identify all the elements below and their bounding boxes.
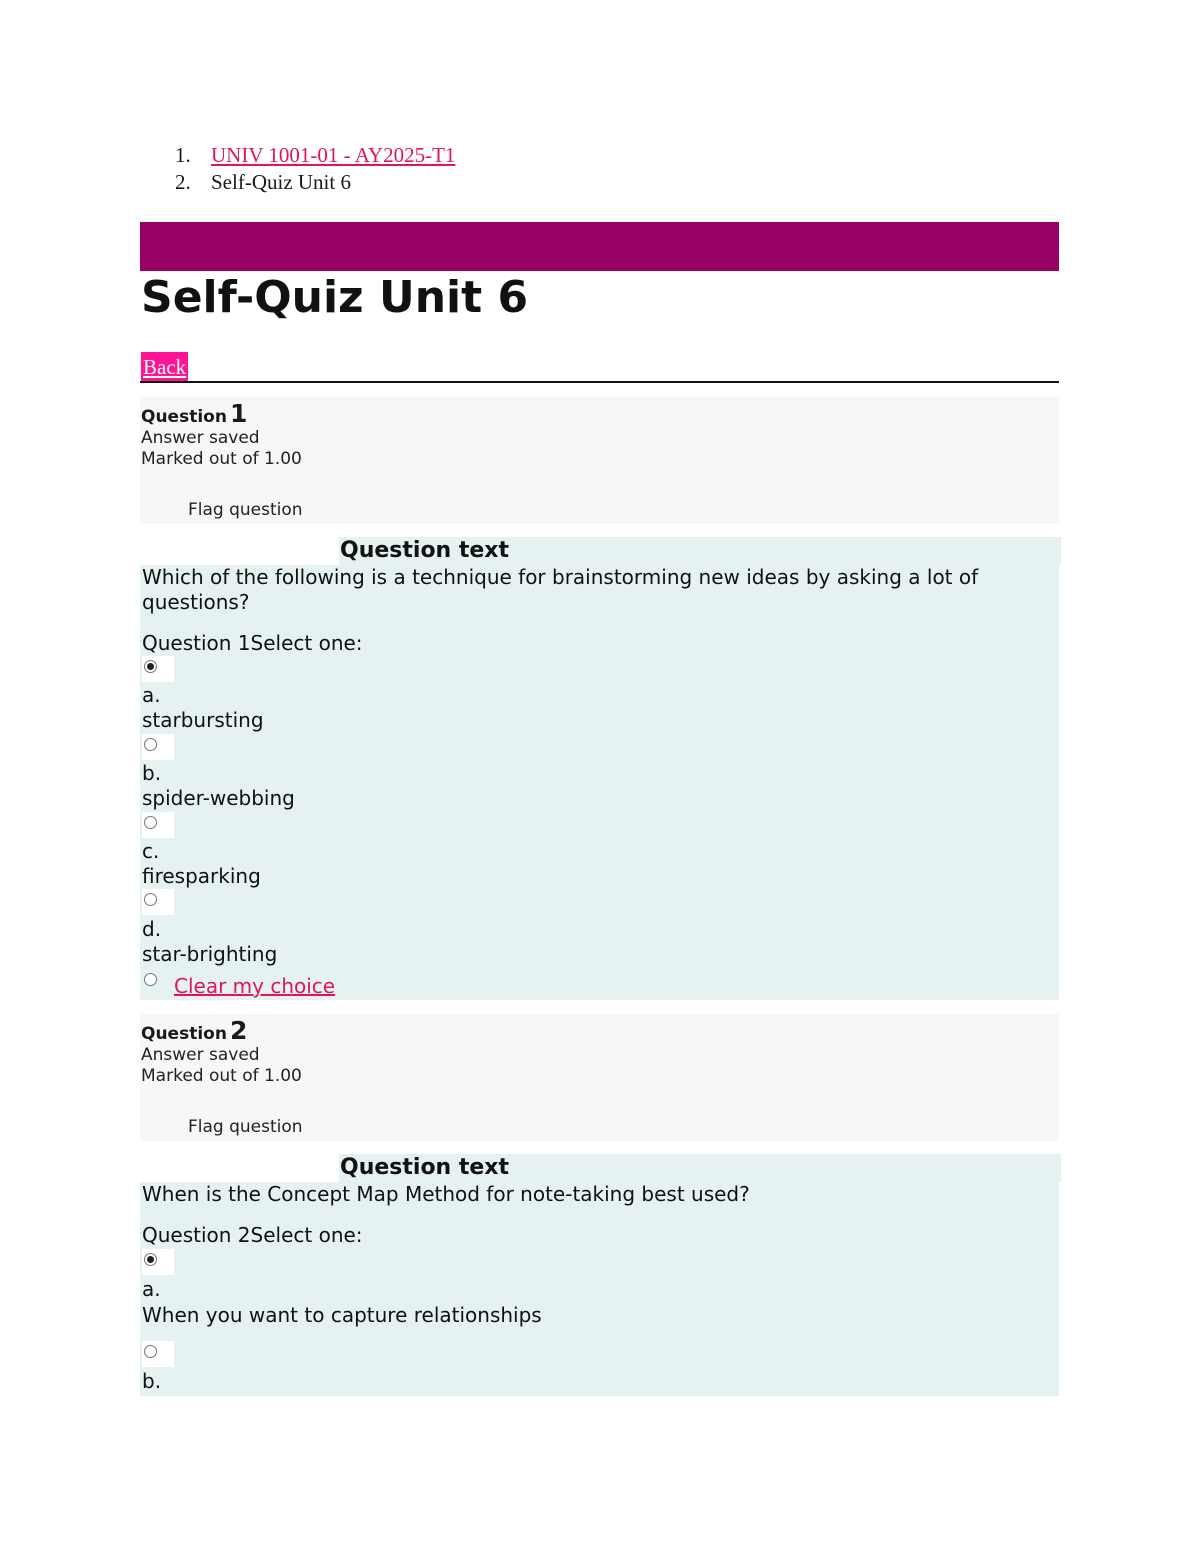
flag-question-button[interactable]: Flag question [188, 500, 303, 520]
option-label[interactable]: firesparking [142, 864, 261, 888]
question-number-value: 1 [229, 399, 248, 428]
question-state: Answer saved [141, 428, 260, 448]
question-text: When is the Concept Map Method for note-taking best used? [142, 1182, 750, 1206]
question-state: Answer saved [141, 1045, 260, 1065]
option-label[interactable]: star-brighting [142, 942, 278, 966]
question-label: Question [141, 407, 227, 427]
radio-checked-icon [144, 660, 157, 673]
option-letter: a. [142, 683, 161, 707]
question-grade: Marked out of 1.00 [141, 1066, 302, 1086]
breadcrumb-number: 1. [175, 143, 191, 167]
back-button[interactable]: Back [141, 352, 188, 382]
breadcrumb-number: 2. [175, 170, 191, 194]
select-one-prompt: Question 2Select one: [142, 1223, 363, 1247]
question-text: Which of the following is a technique for brainstorming new ideas by asking a lot of questions? [142, 565, 979, 614]
question-number-value: 2 [229, 1016, 248, 1045]
option-radio-d[interactable] [142, 889, 174, 915]
question-text-heading [339, 537, 1061, 565]
breadcrumb-current: Self-Quiz Unit 6 [211, 170, 351, 194]
question-text-heading [339, 1154, 1061, 1182]
breadcrumb-item-quiz [175, 169, 455, 196]
question-content [140, 565, 1059, 1000]
option-letter: b. [142, 1369, 162, 1393]
question-number [141, 399, 247, 428]
page-title: Self-Quiz Unit 6 [141, 272, 529, 323]
question-grade: Marked out of 1.00 [141, 449, 302, 469]
radio-unchecked-icon [144, 816, 157, 829]
radio-unchecked-icon [144, 893, 157, 906]
option-radio-b[interactable] [142, 734, 174, 760]
question-text-heading-label: Question text [340, 1155, 510, 1180]
question-info [140, 1014, 1059, 1141]
radio-unchecked-icon[interactable] [144, 973, 157, 986]
radio-unchecked-icon [144, 1345, 157, 1358]
breadcrumb-link-course[interactable]: UNIV 1001-01 - AY2025-T1 [211, 143, 456, 167]
option-radio-a[interactable] [142, 656, 174, 682]
option-label[interactable]: spider-webbing [142, 786, 295, 810]
breadcrumb-item-course [175, 142, 455, 169]
option-radio-c[interactable] [142, 812, 174, 838]
question-info [140, 397, 1059, 524]
option-letter: a. [142, 1277, 161, 1301]
header-banner [140, 222, 1059, 271]
option-letter: d. [142, 917, 162, 941]
radio-checked-icon [144, 1253, 157, 1266]
breadcrumb [175, 142, 455, 196]
option-letter: b. [142, 761, 162, 785]
flag-question-button[interactable]: Flag question [188, 1117, 303, 1137]
question-text-heading-label: Question text [340, 538, 510, 563]
option-label[interactable]: When you want to capture relationships [142, 1303, 542, 1327]
option-label[interactable]: starbursting [142, 708, 264, 732]
divider [140, 381, 1059, 383]
option-radio-a[interactable] [142, 1249, 174, 1275]
clear-choice-link[interactable]: Clear my choice [174, 974, 336, 998]
select-one-prompt: Question 1Select one: [142, 631, 363, 655]
question-number [141, 1016, 247, 1045]
option-radio-b[interactable] [142, 1341, 174, 1367]
radio-unchecked-icon [144, 738, 157, 751]
option-letter: c. [142, 839, 160, 863]
question-label: Question [141, 1024, 227, 1044]
question-content [140, 1182, 1059, 1396]
